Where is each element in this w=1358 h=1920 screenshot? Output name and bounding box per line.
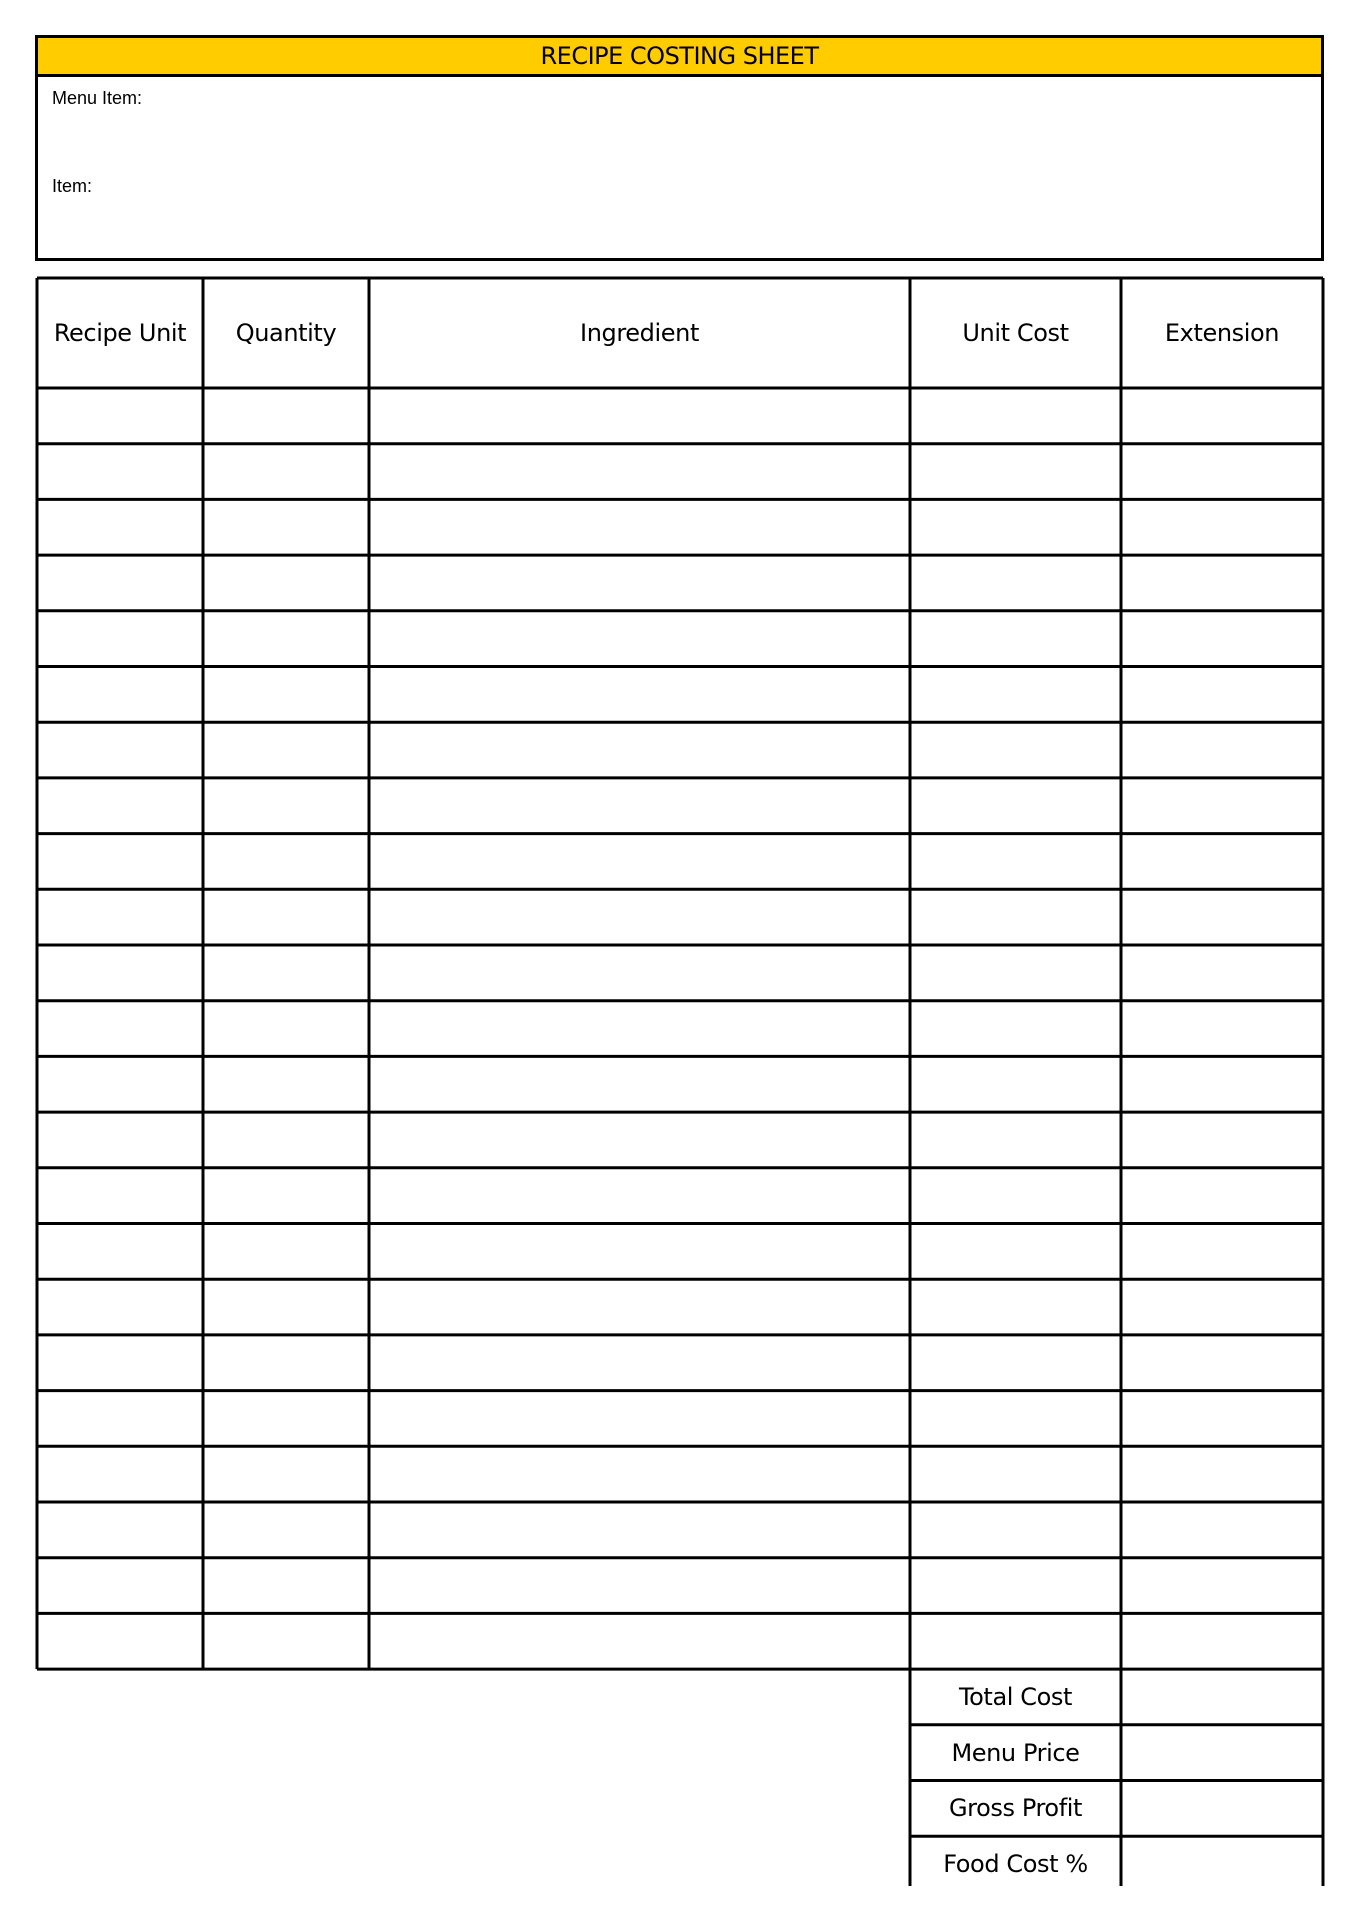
table-cell-recipe-unit[interactable] [37, 1056, 203, 1112]
table-cell-recipe-unit[interactable] [37, 1001, 203, 1057]
table-cell-unit-cost[interactable] [910, 1168, 1121, 1224]
table-cell-ingredient[interactable] [369, 1613, 910, 1669]
table-cell-extension[interactable] [1121, 1335, 1323, 1391]
table-cell-recipe-unit[interactable] [37, 722, 203, 778]
table-cell-quantity[interactable] [203, 1558, 369, 1614]
table-cell-ingredient[interactable] [369, 1446, 910, 1502]
table-cell-unit-cost[interactable] [910, 722, 1121, 778]
table-cell-recipe-unit[interactable] [37, 889, 203, 945]
table-cell-extension[interactable] [1121, 1502, 1323, 1558]
costing-table [35, 276, 1325, 1886]
table-cell-recipe-unit[interactable] [37, 667, 203, 723]
table-cell-extension[interactable] [1121, 1224, 1323, 1280]
table-cell-ingredient[interactable] [369, 722, 910, 778]
table-cell-ingredient[interactable] [369, 444, 910, 500]
table-cell-unit-cost[interactable] [910, 1224, 1121, 1280]
table-cell-ingredient[interactable] [369, 667, 910, 723]
table-cell-recipe-unit[interactable] [37, 945, 203, 1001]
table-cell-ingredient[interactable] [369, 1335, 910, 1391]
table-cell-extension[interactable] [1121, 1112, 1323, 1168]
table-cell-quantity[interactable] [203, 1056, 369, 1112]
table-cell-ingredient[interactable] [369, 1391, 910, 1447]
table-cell-recipe-unit[interactable] [37, 1558, 203, 1614]
column-header-recipe-unit: Recipe Unit [53, 319, 187, 347]
column-header-ingredient: Ingredient [580, 319, 699, 347]
table-cell-quantity[interactable] [203, 499, 369, 555]
table-cell-quantity[interactable] [203, 1335, 369, 1391]
table-cell-recipe-unit[interactable] [37, 1224, 203, 1280]
table-cell-ingredient[interactable] [369, 778, 910, 834]
table-cell-quantity[interactable] [203, 1279, 369, 1335]
table-cell-unit-cost[interactable] [910, 611, 1121, 667]
table-cell-quantity[interactable] [203, 1168, 369, 1224]
table-cell-unit-cost[interactable] [910, 388, 1121, 444]
table-cell-unit-cost[interactable] [910, 778, 1121, 834]
table-cell-extension[interactable] [1121, 1558, 1323, 1614]
summary-label-menu-price: Menu Price [951, 1738, 1080, 1767]
table-cell-ingredient[interactable] [369, 889, 910, 945]
table-cell-extension[interactable] [1121, 1001, 1323, 1057]
table-cell-recipe-unit[interactable] [37, 1446, 203, 1502]
table-cell-ingredient[interactable] [369, 1502, 910, 1558]
column-header-unit-cost: Unit Cost [962, 319, 1069, 347]
table-cell-ingredient[interactable] [369, 1279, 910, 1335]
summary-value-food-cost-percent[interactable] [1121, 1836, 1323, 1892]
table-cell-unit-cost[interactable] [910, 444, 1121, 500]
table-cell-ingredient[interactable] [369, 1112, 910, 1168]
table-cell-quantity[interactable] [203, 778, 369, 834]
table-cell-extension[interactable] [1121, 1279, 1323, 1335]
table-cell-unit-cost[interactable] [910, 1112, 1121, 1168]
table-cell-ingredient[interactable] [369, 834, 910, 890]
table-cell-unit-cost[interactable] [910, 499, 1121, 555]
table-cell-extension[interactable] [1121, 834, 1323, 890]
table-cell-quantity[interactable] [203, 444, 369, 500]
table-cell-ingredient[interactable] [369, 1558, 910, 1614]
menu-item-label: Menu Item: [52, 88, 143, 108]
table-cell-quantity[interactable] [203, 1001, 369, 1057]
table-cell-unit-cost[interactable] [910, 1056, 1121, 1112]
table-cell-quantity[interactable] [203, 611, 369, 667]
table-cell-recipe-unit[interactable] [37, 1391, 203, 1447]
table-cell-ingredient[interactable] [369, 1001, 910, 1057]
summary-label-total-cost: Total Cost [958, 1682, 1073, 1711]
sheet-header-box [35, 35, 1324, 261]
table-cell-recipe-unit[interactable] [37, 834, 203, 890]
table-cell-unit-cost[interactable] [910, 1391, 1121, 1447]
table-cell-ingredient[interactable] [369, 555, 910, 611]
column-header-quantity: Quantity [235, 319, 337, 347]
table-cell-recipe-unit[interactable] [37, 1335, 203, 1391]
table-cell-unit-cost[interactable] [910, 1001, 1121, 1057]
sheet-title: RECIPE COSTING SHEET [38, 38, 1321, 77]
table-cell-recipe-unit[interactable] [37, 778, 203, 834]
table-cell-extension[interactable] [1121, 889, 1323, 945]
table-cell-quantity[interactable] [203, 1502, 369, 1558]
table-cell-quantity[interactable] [203, 1446, 369, 1502]
table-cell-extension[interactable] [1121, 945, 1323, 1001]
table-cell-quantity[interactable] [203, 555, 369, 611]
table-cell-quantity[interactable] [203, 1112, 369, 1168]
table-cell-ingredient[interactable] [369, 611, 910, 667]
table-cell-extension[interactable] [1121, 1613, 1323, 1669]
table-cell-unit-cost[interactable] [910, 1502, 1121, 1558]
table-cell-extension[interactable] [1121, 1056, 1323, 1112]
table-cell-unit-cost[interactable] [910, 945, 1121, 1001]
table-cell-extension[interactable] [1121, 778, 1323, 834]
table-cell-extension[interactable] [1121, 499, 1323, 555]
summary-value-total-cost[interactable] [1121, 1669, 1323, 1725]
item-label: Item: [52, 176, 93, 196]
table-cell-recipe-unit[interactable] [37, 499, 203, 555]
table-cell-quantity[interactable] [203, 1391, 369, 1447]
table-cell-extension[interactable] [1121, 1446, 1323, 1502]
table-cell-ingredient[interactable] [369, 1224, 910, 1280]
table-cell-ingredient[interactable] [369, 1056, 910, 1112]
table-cell-ingredient[interactable] [369, 388, 910, 444]
table-cell-quantity[interactable] [203, 945, 369, 1001]
table-cell-recipe-unit[interactable] [37, 1168, 203, 1224]
table-cell-unit-cost[interactable] [910, 1279, 1121, 1335]
table-cell-ingredient[interactable] [369, 1168, 910, 1224]
table-cell-recipe-unit[interactable] [37, 1502, 203, 1558]
table-cell-unit-cost[interactable] [910, 667, 1121, 723]
table-cell-ingredient[interactable] [369, 499, 910, 555]
table-cell-recipe-unit[interactable] [37, 444, 203, 500]
table-cell-extension[interactable] [1121, 1391, 1323, 1447]
table-cell-recipe-unit[interactable] [37, 1112, 203, 1168]
table-cell-recipe-unit[interactable] [37, 1279, 203, 1335]
table-cell-quantity[interactable] [203, 889, 369, 945]
table-cell-quantity[interactable] [203, 834, 369, 890]
table-cell-quantity[interactable] [203, 1224, 369, 1280]
table-cell-unit-cost[interactable] [910, 1613, 1121, 1669]
table-cell-extension[interactable] [1121, 444, 1323, 500]
summary-label-gross-profit: Gross Profit [948, 1794, 1083, 1823]
table-cell-recipe-unit[interactable] [37, 611, 203, 667]
table-cell-unit-cost[interactable] [910, 1558, 1121, 1614]
table-cell-extension[interactable] [1121, 611, 1323, 667]
table-cell-quantity[interactable] [203, 1613, 369, 1669]
table-cell-unit-cost[interactable] [910, 1446, 1121, 1502]
table-cell-extension[interactable] [1121, 1168, 1323, 1224]
summary-value-gross-profit[interactable] [1121, 1781, 1323, 1837]
table-cell-extension[interactable] [1121, 555, 1323, 611]
table-cell-unit-cost[interactable] [910, 834, 1121, 890]
table-cell-unit-cost[interactable] [910, 889, 1121, 945]
summary-value-menu-price[interactable] [1121, 1725, 1323, 1781]
table-cell-quantity[interactable] [203, 388, 369, 444]
table-cell-extension[interactable] [1121, 722, 1323, 778]
table-cell-quantity[interactable] [203, 722, 369, 778]
table-cell-extension[interactable] [1121, 388, 1323, 444]
table-cell-unit-cost[interactable] [910, 555, 1121, 611]
column-header-extension: Extension [1164, 319, 1280, 347]
table-cell-extension[interactable] [1121, 667, 1323, 723]
table-cell-quantity[interactable] [203, 667, 369, 723]
table-cell-recipe-unit[interactable] [37, 388, 203, 444]
table-cell-recipe-unit[interactable] [37, 1613, 203, 1669]
table-cell-unit-cost[interactable] [910, 1335, 1121, 1391]
summary-label-food-cost-percent: Food Cost % [943, 1850, 1088, 1879]
table-cell-recipe-unit[interactable] [37, 555, 203, 611]
table-cell-ingredient[interactable] [369, 945, 910, 1001]
